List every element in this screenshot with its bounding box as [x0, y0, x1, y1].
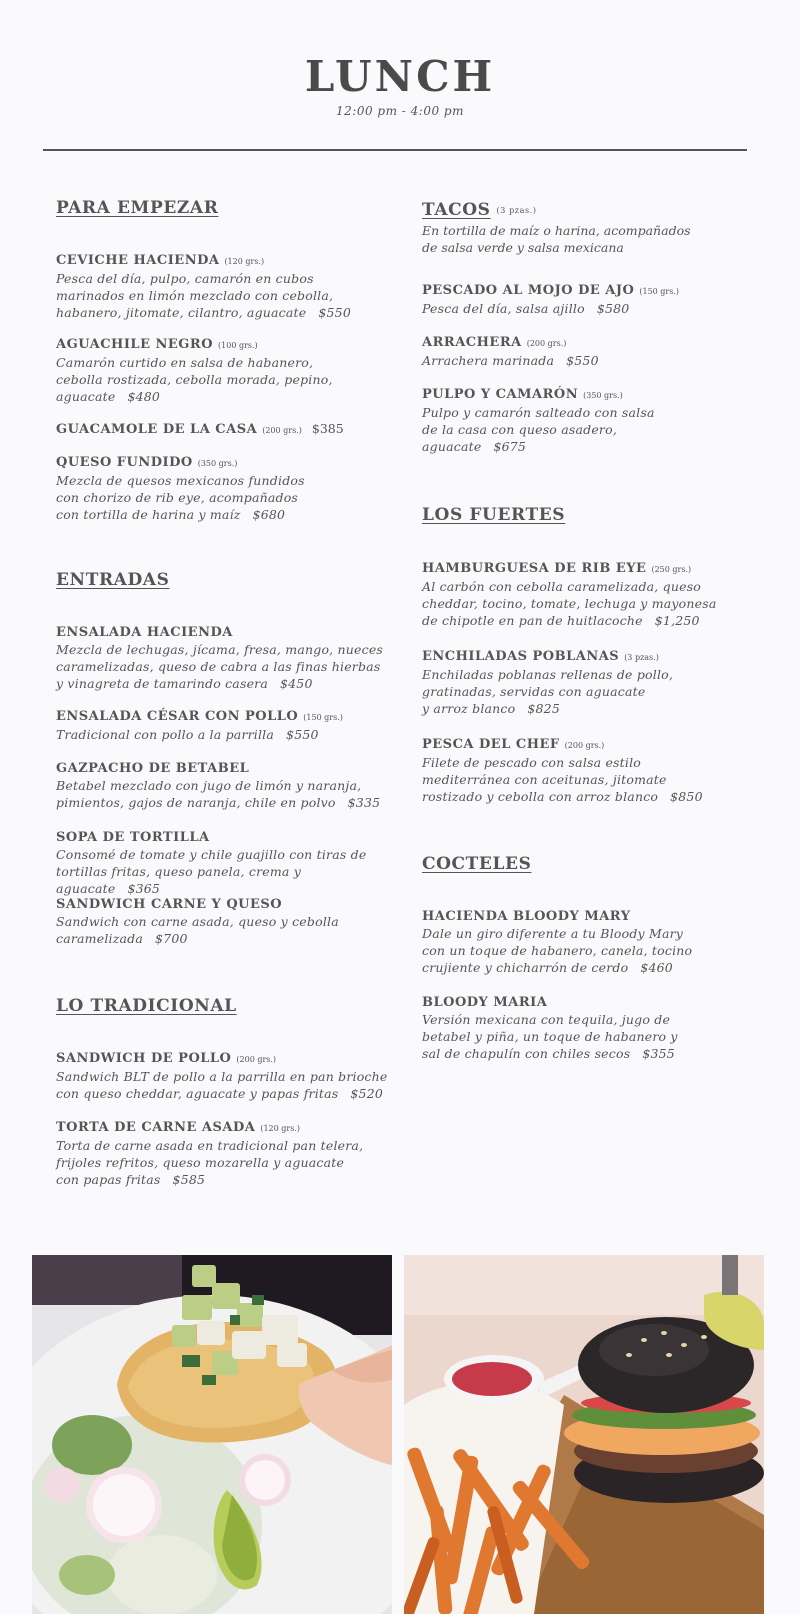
item-price: $550 [566, 353, 599, 368]
menu-item [422, 334, 762, 369]
section-portion: (3 pzas.) [496, 205, 537, 215]
item-name: PESCADO AL MOJO DE AJO [422, 283, 635, 298]
item-description: Camarón curtido en salsa de habanero, cebolla rostizada, cebolla morada, pepino, aguacate [56, 355, 333, 404]
item-price: $700 [155, 931, 188, 946]
item-price: $1,250 [654, 613, 700, 628]
item-portion: (200 grs.) [526, 339, 567, 348]
item-price: $450 [280, 676, 313, 691]
menu-item [56, 708, 396, 743]
photo-burger-fries [404, 1255, 764, 1614]
item-name: PESCA DEL CHEF [422, 737, 560, 752]
item-portion: (3 pzas.) [624, 653, 659, 662]
item-price: $680 [252, 507, 286, 522]
menu-item [56, 624, 396, 692]
item-portion: (120 grs.) [260, 1124, 300, 1133]
section-title: TACOS [422, 200, 491, 220]
item-portion: (200 grs.) [564, 741, 605, 750]
item-name: HACIENDA BLOODY MARY [422, 909, 631, 924]
item-price: $850 [670, 789, 703, 804]
item-portion: (150 grs.) [639, 287, 680, 296]
item-name: SANDWICH CARNE Y QUESO [56, 897, 283, 912]
item-price: $520 [350, 1086, 384, 1101]
item-name: HAMBURGUESA DE RIB EYE [422, 561, 647, 576]
section-title: LOS FUERTES [422, 505, 566, 525]
item-name: GAZPACHO DE BETABEL [56, 761, 250, 776]
item-name: SANDWICH DE POLLO [56, 1051, 232, 1066]
section-tacos [422, 199, 762, 256]
item-price: $480 [127, 389, 161, 404]
item-description: Versión mexicana con tequila, jugo de betabel y piña, un toque de habanero y sal de chapulín con chiles secos [422, 1012, 678, 1061]
item-description: Consomé de tomate y chile guajillo con tiras de tortillas fritas, queso panela, crema y aguacate [56, 847, 367, 896]
item-name: TORTA DE CARNE ASADA [56, 1120, 256, 1135]
item-name: AGUACHILE NEGRO [56, 337, 214, 352]
menu-header [0, 52, 800, 118]
section-cocteles [422, 853, 762, 875]
section-title: PARA EMPEZAR [56, 198, 219, 218]
item-description: Mezcla de lechugas, jícama, fresa, mango, nueces caramelizadas, queso de cabra a las finas hierbas y vinagreta de tamarindo casera [56, 642, 384, 691]
menu-item [56, 1050, 396, 1102]
item-portion: (250 grs.) [651, 565, 692, 574]
item-description: Sandwich con carne asada, queso y cebolla caramelizada [56, 914, 339, 946]
item-name: BLOODY MARIA [422, 995, 548, 1010]
item-price: $825 [527, 701, 560, 716]
menu-item [56, 454, 396, 523]
item-name: QUESO FUNDIDO [56, 455, 193, 470]
menu-item [56, 1119, 396, 1188]
item-name: GUACAMOLE DE LA CASA [56, 422, 258, 437]
menu-item [422, 560, 762, 629]
item-description: Torta de carne asada en tradicional pan telera, frijoles refritos, queso mozarella y aguacate con papas fritas [56, 1138, 364, 1187]
section-lo-tradicional [56, 995, 396, 1017]
item-portion: (350 grs.) [197, 459, 238, 468]
photo-ceviche-tostada [32, 1255, 392, 1614]
item-price: $460 [640, 960, 673, 975]
menu-item [422, 648, 762, 717]
item-name: ARRACHERA [422, 335, 522, 350]
item-name: SOPA DE TORTILLA [56, 830, 210, 845]
menu-item [56, 829, 396, 897]
item-price: $550 [286, 727, 319, 742]
section-title: COCTELES [422, 854, 532, 874]
item-description: Pesca del día, pulpo, camarón en cubos marinados en limón mezclado con cebolla, habanero, jitomate, cilantro, aguacate [56, 271, 334, 320]
item-description: Dale un giro diferente a tu Bloody Mary con un toque de habanero, canela, tocino crujiente y chicharrón de cerdo [422, 926, 693, 975]
item-portion: (100 grs.) [218, 341, 258, 350]
item-price: $365 [127, 881, 161, 896]
service-hours: 12:00 pm - 4:00 pm [336, 104, 464, 118]
item-description: Filete de pescado con salsa estilo mediterránea con aceitunas, jitomate rostizado y cebolla con arroz blanco [422, 755, 667, 804]
item-portion: (120 grs.) [224, 257, 265, 266]
section-entradas [56, 569, 396, 591]
item-price: $385 [311, 421, 344, 436]
menu-item [56, 420, 396, 439]
section-para-empezar [56, 197, 396, 219]
item-description: Tradicional con pollo a la parrilla [56, 727, 275, 742]
item-name: PULPO Y CAMARÓN [422, 387, 579, 402]
item-description: Pulpo y camarón salteado con salsa de la casa con queso asadero, aguacate [422, 405, 655, 454]
section-los-fuertes [422, 504, 762, 526]
menu-title: LUNCH [304, 52, 496, 101]
header-divider [43, 149, 747, 151]
section-title: ENTRADAS [56, 570, 170, 590]
item-description: Al carbón con cebolla caramelizada, queso cheddar, tocino, tomate, lechuga y mayonesa de chipotle en pan de huitlacoche [422, 579, 717, 628]
menu-item [422, 994, 762, 1062]
item-price: $585 [172, 1172, 206, 1187]
menu-item [56, 336, 396, 405]
item-description: Sandwich BLT de pollo a la parrilla en pan brioche con queso cheddar, aguacate y papas fritas [56, 1069, 388, 1101]
item-portion: (200 grs.) [236, 1055, 277, 1064]
item-description: Arrachera marinada [422, 353, 555, 368]
item-name: ENSALADA HACIENDA [56, 625, 233, 640]
section-title: LO TRADICIONAL [56, 996, 237, 1016]
menu-item [422, 386, 762, 455]
item-description: Enchiladas poblanas rellenas de pollo, gratinadas, servidas con aguacate y arroz blanco [422, 667, 674, 716]
item-price: $355 [642, 1046, 675, 1061]
menu-item [422, 908, 762, 976]
item-description: Betabel mezclado con jugo de limón y naranja, pimientos, gajos de naranja, chile en polvo [56, 778, 362, 810]
item-description: Mezcla de quesos mexicanos fundidos con chorizo de rib eye, acompañados con tortilla de harina y maíz [56, 473, 305, 522]
menu-item [56, 760, 396, 811]
item-name: ENCHILADAS POBLANAS [422, 649, 620, 664]
item-price: $580 [596, 301, 630, 316]
item-name: ENSALADA CÉSAR CON POLLO [56, 709, 299, 724]
menu-item [422, 282, 762, 317]
menu-item [422, 736, 762, 805]
item-price: $335 [347, 795, 381, 810]
item-price: $675 [493, 439, 527, 454]
item-portion: (200 grs.) [262, 426, 302, 435]
item-name: CEVICHE HACIENDA [56, 253, 220, 268]
section-description: En tortilla de maíz o harina, acompañados de salsa verde y salsa mexicana [422, 222, 691, 255]
item-description: Pesca del día, salsa ajillo [422, 301, 585, 316]
item-portion: (350 grs.) [583, 391, 623, 400]
item-price: $550 [318, 305, 351, 320]
item-portion: (150 grs.) [303, 713, 343, 722]
menu-item [56, 252, 396, 321]
menu-item [56, 896, 396, 947]
